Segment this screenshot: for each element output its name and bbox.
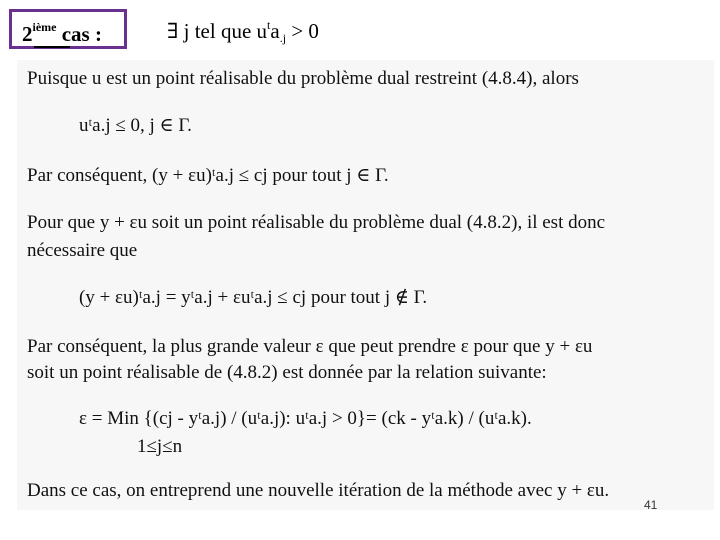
text-line-5: nécessaire que: [27, 240, 138, 261]
text-line-4: Pour que y + εu soit un point réalisable du problème dual (4.8.2), il est donc: [27, 212, 606, 233]
page-number: 41: [644, 498, 658, 512]
text-line-1: Puisque u est un point réalisable du problème dual restreint (4.8.4), alors: [27, 68, 579, 89]
case-label-box: [9, 9, 127, 49]
text-line-11: Dans ce cas, on entreprend une nouvelle itération de la méthode avec y + εu.: [27, 480, 610, 501]
case-underline: [34, 46, 70, 48]
text-line-10: 1≤j≤n: [137, 436, 183, 457]
text-line-7: Par conséquent, la plus grande valeur ε que peut prendre ε pour que y + εu: [27, 336, 593, 357]
text-line-3: Par conséquent, (y + εu)ᵗa.j ≤ cj pour tout j ∈ Γ.: [27, 165, 389, 186]
case-condition: ∃ j tel que $u^ta_{.j} > 0$: [167, 18, 319, 45]
text-line-2: uᵗa.j ≤ 0, j ∈ Γ.: [79, 115, 192, 136]
text-line-6: (y + εu)ᵗa.j = yᵗa.j + εuᵗa.j ≤ cj pour tout j ∉ Γ.: [79, 287, 428, 308]
text-line-8: soit un point réalisable de (4.8.2) est donnée par la relation suivante:: [27, 362, 547, 383]
text-line-9: ε = Min {(cj - yᵗa.j) / (uᵗa.j): uᵗa.j > 0}= (ck - yᵗa.k) / (uᵗa.k).: [79, 408, 532, 429]
case-label: 2ième cas :: [22, 20, 102, 46]
scanned-page: [17, 60, 714, 510]
